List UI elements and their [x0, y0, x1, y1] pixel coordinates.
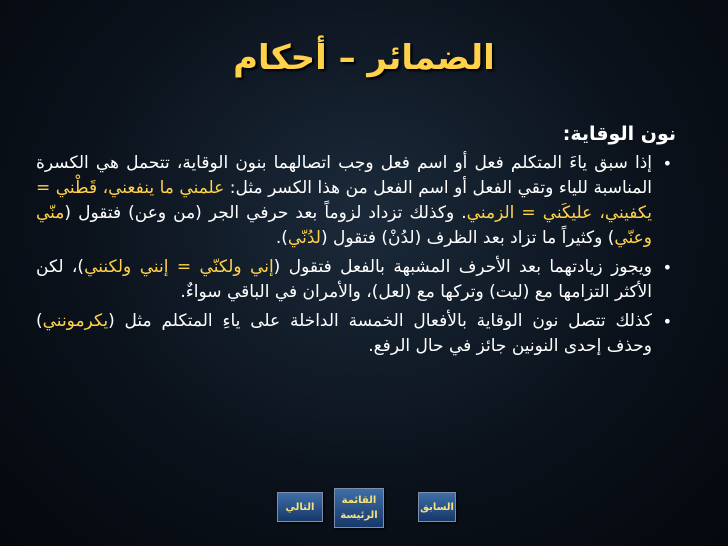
bullet-text: إذا سبق ياءَ المتكلم فعل أو اسم فعل وجب اتصالهما بنون الوقاية، تتحمل هي الكسرة المناسبة للياء وتقي الفعل أو اسم الفعل من هذا الكسر مثل: — [36, 153, 652, 198]
highlighted-example: علمني ما ينفعني، قَطْني = يكفيني، عليكَني = الزمني — [36, 178, 652, 223]
bullet-dot-icon: • — [662, 154, 672, 173]
section-heading: نون الوقاية: — [562, 123, 676, 145]
bullet-item-2 — [36, 255, 676, 305]
previous-button[interactable]: السابق — [418, 492, 456, 522]
highlighted-example: إني ولكنّي = إنني ولكنني — [84, 257, 274, 277]
bullet-text: )، لكن الأكثر التزامها مع (ليت) وتركها مع (لعل)، والأمران في الباقي سواءٌ. — [36, 257, 652, 302]
highlighted-example: يكرمونني — [42, 311, 109, 331]
bullet-dot-icon: • — [662, 258, 672, 277]
highlighted-example: منّي وعنّي — [36, 203, 652, 248]
next-button[interactable]: التالي — [277, 492, 323, 522]
bullet-text: كذلك تتصل نون الوقاية بالأفعال الخمسة الداخلة على ياءِ المتكلم مثل ( — [108, 311, 652, 331]
bullet-item-3 — [36, 309, 676, 359]
bullet-text: ) وحذف إحدى النونين جائز في حال الرفع. — [36, 311, 652, 356]
slide-content — [36, 122, 676, 363]
bullet-text: ) وكثيراً ما تزاد بعد الظرف (لدُنْ) فتقول ( — [320, 228, 615, 248]
bullet-text: ويجوز زيادتهما بعد الأحرف المشبهة بالفعل فتقول ( — [273, 257, 652, 277]
bullet-dot-icon: • — [662, 312, 672, 331]
main-menu-button[interactable]: القائمة الرئيسة — [334, 488, 384, 528]
highlighted-example: لدُنّي — [287, 228, 321, 248]
bullet-item-1 — [36, 151, 676, 251]
bullet-text: . وكذلك تزداد لزوماً بعد حرفي الجر (من وعن) فتقول ( — [64, 203, 467, 223]
slide-title: الضمائر – أحكام — [233, 38, 495, 78]
bullet-text: ). — [275, 228, 288, 248]
